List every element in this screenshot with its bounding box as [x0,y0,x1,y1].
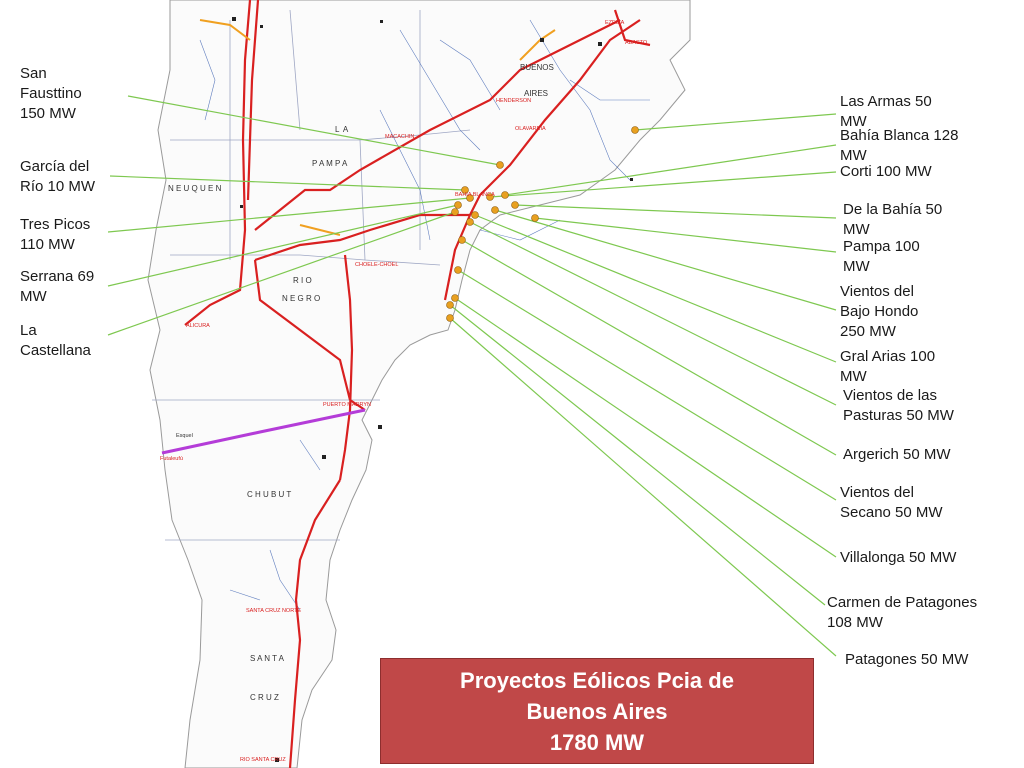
label-villalonga: Villalonga 50 MW [840,549,957,566]
label-alicura: ALICURA [186,323,210,329]
label-olavarria: OLAVARRIA [515,126,546,132]
label-santa-cruz-1: S A N T A [250,654,284,663]
label-esquel: Esquel [176,433,193,439]
label-buenos: BUENOS [520,63,554,72]
label-neuquen: N E U Q U E N [168,184,222,193]
title-total-capacity: 1780 MW [549,729,645,755]
label-las-armas: Las Armas 50 MW [840,93,932,130]
label-la-castellana: La Castellana [20,322,91,359]
title-line-2: Buenos Aires [526,698,668,724]
label-rio-santa-cruz: RIO SANTA CRUZ [240,757,286,763]
label-puerto-madryn: PUERTO MADRYN [323,402,371,408]
label-rio-negro-2: N E G R O [282,294,321,303]
label-la-pampa-1: L A [335,125,350,134]
label-gral-arias: Gral Arias 100 MW [840,348,936,385]
title-box [380,658,814,764]
label-macachin: MACACHIN [385,134,415,140]
label-abasto: ABASTO [625,40,648,46]
label-la-pampa-2: P A M P A [312,159,348,168]
label-ezeiza: EZEIZA [605,20,625,26]
label-serrana: Serrana 69 MW [20,268,95,305]
label-bahia-blanca: BAHIA BLANCA [455,192,495,198]
label-vientos-pasturas: Vientos de las Pasturas 50 MW [843,387,954,424]
label-chubut: C H U B U T [247,490,292,499]
label-san-fausttino: San Fausttino 150 MW [20,65,82,122]
label-patagones: Patagones 50 MW [845,651,969,668]
label-corti: Corti 100 MW [840,163,932,180]
label-vientos-bajo-hondo: Vientos del Bajo Hondo 250 MW [840,283,919,340]
label-futaleufu: Futaleufú [160,456,183,462]
label-choele-choel: CHOELE-CHOEL [355,262,399,268]
label-vientos-secano: Vientos del Secano 50 MW [840,484,943,521]
label-bahia-blanca-128: Bahía Blanca 128 MW [840,127,959,164]
label-argerich: Argerich 50 MW [843,446,951,463]
label-carmen-de-patagones: Carmen de Patagones 108 MW [827,594,978,631]
map-town-labels [176,433,193,439]
label-santa-cruz-2: C R U Z [250,693,279,702]
label-henderson: HENDERSON [496,98,532,104]
title-line-1: Proyectos Eólicos Pcia de [460,667,734,693]
label-tres-picos: Tres Picos 110 MW [20,216,91,253]
label-rio-negro-1: R I O [293,276,312,285]
label-aires: AIRES [524,89,549,98]
label-pampa: Pampa 100 MW [843,238,920,275]
label-de-la-bahia: De la Bahía 50 MW [843,201,943,238]
label-garcia-del-rio: García del Río 10 MW [20,158,96,195]
label-santa-cruz-norte: SANTA CRUZ NORTE [246,608,302,614]
